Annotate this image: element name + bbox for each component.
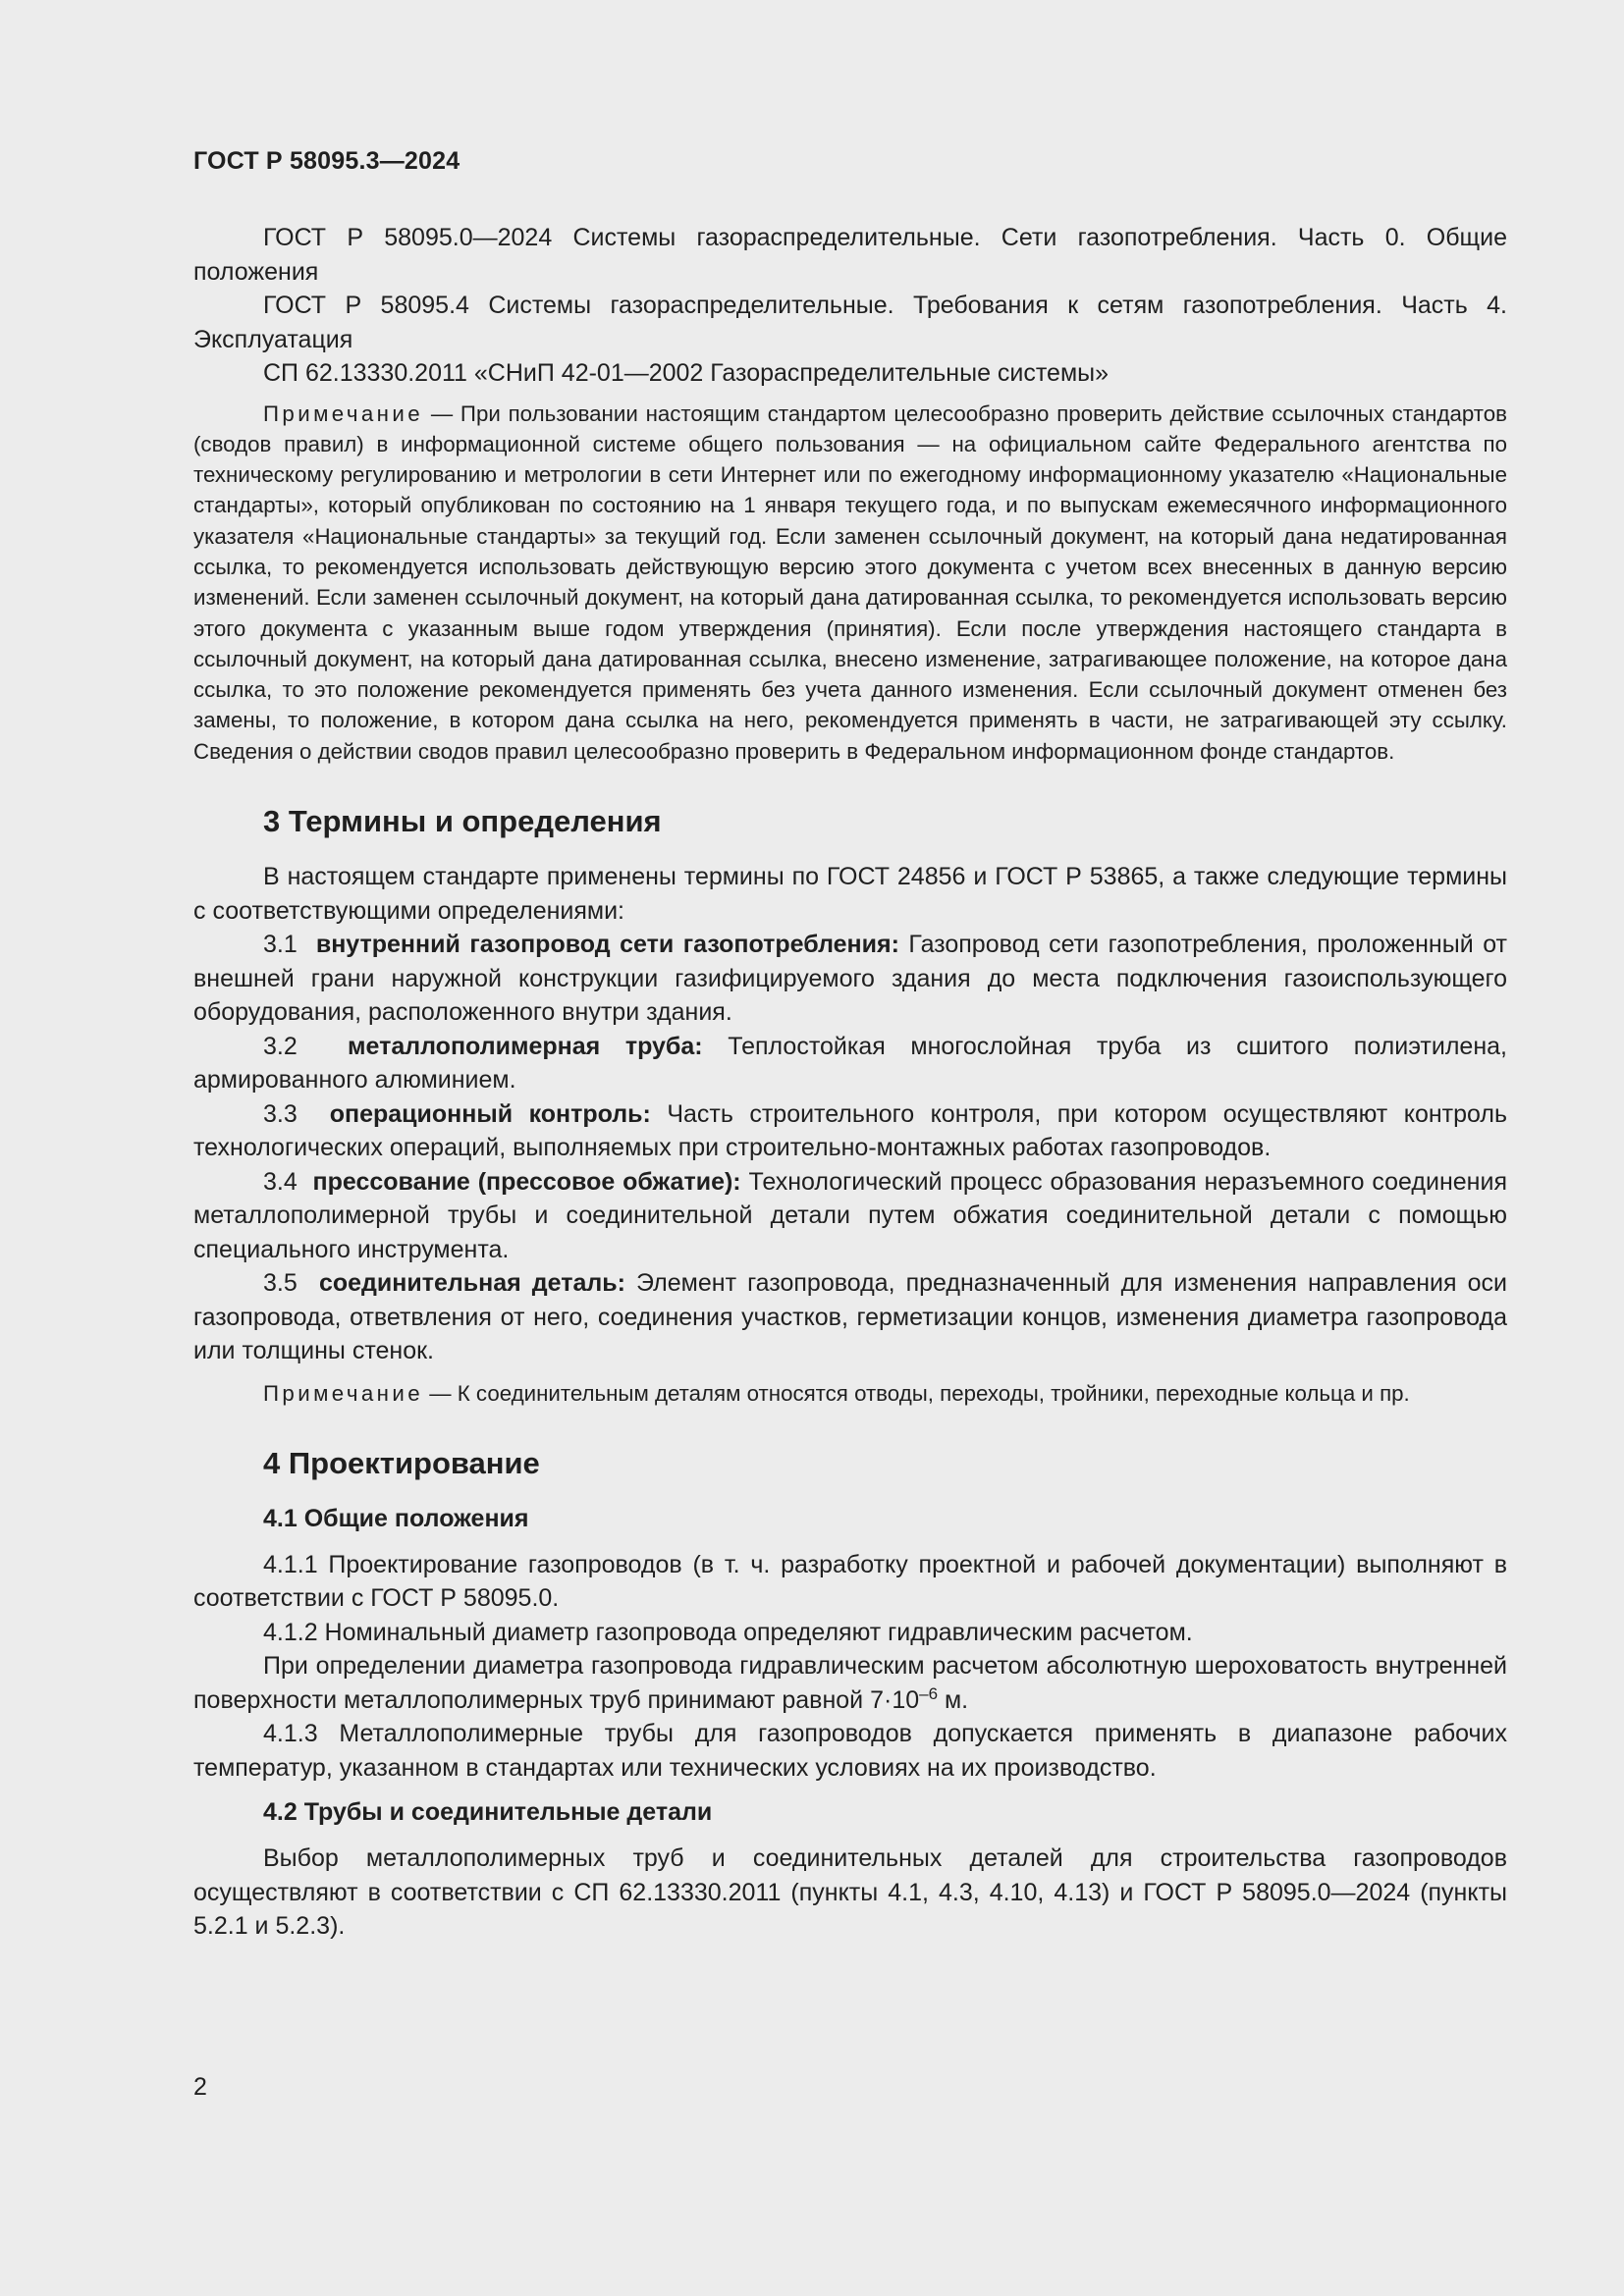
reference-item: ГОСТ Р 58095.4 Системы газораспределительные. Требования к сетям газопотребления. Часть 4. Эксплуатация bbox=[193, 292, 1507, 353]
clause-4-1-2: 4.1.2 Номинальный диаметр газопровода определяют гидравлическим расчетом. bbox=[263, 1618, 1193, 1646]
section-3-heading: 3 Термины и определения bbox=[263, 804, 662, 839]
subsection-4-1-body bbox=[193, 1548, 1507, 1786]
page-number: 2 bbox=[193, 2073, 207, 2101]
term-number: 3.2 bbox=[263, 1032, 298, 1060]
term-definition bbox=[193, 1165, 1507, 1267]
clause-4-1-2-roughness bbox=[193, 1649, 1507, 1717]
term-text: Теплостойкая многослойная труба из сшитого полиэтилена, армированного алюминием. bbox=[193, 1032, 1507, 1095]
term-name: прессование (прессовое обжатие): bbox=[312, 1167, 741, 1196]
term-definition bbox=[193, 1097, 1507, 1165]
term-number: 3.5 bbox=[263, 1269, 298, 1298]
term-name: металлополимерная труба: bbox=[348, 1032, 703, 1060]
term-name: операционный контроль: bbox=[329, 1099, 651, 1128]
note-text: — При пользовании настоящим стандартом целесообразно проверить действие ссылочных стандартов (сводов правил) в информационной системе общего пользования — на официальном сайте Федерального агентства по техническому регулированию и метрологии в сети Интернет или по ежегодному информационному указателю «Национальные стандарты», который опубликован по состоянию на 1 января текущего года, и по выпускам ежемесячного информационного указателя «Национальные стандарты» за текущий год. Если заменен ссылочный документ, на который дана недатированная ссылка, то рекомендуется использовать действующую версию этого документа с учетом всех внесенных в данную версию изменений. Если заменен ссылочный документ, на который дана датированная ссылка, то рекомендуется использовать версию этого документа с указанным выше годом утверждения (принятия). Если после утверждения настоящего стандарта в ссылочный документ, на который дана датированная ссылка, внесено изменение, затрагивающее положение, на которое дана ссылка, то это положение рекомендуется применять без учета данного изменения. Если ссылочный документ отменен без замены, то положение, в котором дана ссылка на него, рекомендуется применять в части, не затрагивающей эту ссылку. Сведения о действии сводов правил целесообразно проверить в Федеральном информационном фонде стандартов. bbox=[193, 400, 1507, 764]
terms-note bbox=[193, 1378, 1507, 1409]
term-text: Технологический процесс образования неразъемного соединения металлополимерной трубы и соединительной детали путем обжатия соединительной детали с помощью специального инструмента. bbox=[193, 1167, 1507, 1263]
term-number: 3.1 bbox=[263, 931, 298, 959]
note-text: — К соединительным деталям относятся отводы, переходы, тройники, переходные кольца и пр. bbox=[423, 1380, 1410, 1406]
roughness-text: При определении диаметра газопровода гидравлическим расчетом абсолютную шероховатость внутренней поверхности металлополимерных труб принимают равной 7·10 bbox=[193, 1652, 1507, 1714]
clause-4-2: Выбор металлополимерных труб и соединительных деталей для строительства газопроводов осуществляют в соответствии с СП 62.13330.2011 (пункты 4.1, 4.3, 4.10, 4.13) и ГОСТ Р 58095.0—2024 (пункты 5.2.1 и 5.2.3). bbox=[193, 1844, 1507, 1941]
term-definition bbox=[193, 928, 1507, 1030]
document-header: ГОСТ Р 58095.3—2024 bbox=[193, 147, 460, 175]
term-name: соединительная деталь: bbox=[318, 1269, 625, 1298]
section-3-intro: В настоящем стандарте применены термины по ГОСТ 24856 и ГОСТ Р 53865, а также следующие термины с соответствующими определениями: bbox=[193, 863, 1507, 925]
term-number: 3.4 bbox=[263, 1167, 298, 1196]
term-definition bbox=[193, 1266, 1507, 1368]
term-text: Газопровод сети газопотребления, проложенный от внешней грани наружной конструкции газифицируемого здания до места подключения газоиспользующего оборудования, расположенного внутри здания. bbox=[193, 931, 1507, 1027]
section-4-heading: 4 Проектирование bbox=[263, 1445, 540, 1480]
subsection-4-1-heading: 4.1 Общие положения bbox=[263, 1504, 529, 1532]
term-name: внутренний газопровод сети газопотребления: bbox=[315, 931, 899, 959]
term-text: Часть строительного контроля, при котором осуществляют контроль технологических операций, выполняемых при строительно-монтажных работах газопроводов. bbox=[193, 1099, 1507, 1162]
section-3-body bbox=[193, 860, 1507, 1368]
normative-references bbox=[193, 221, 1507, 391]
roughness-unit: м. bbox=[938, 1685, 969, 1714]
roughness-exponent: –6 bbox=[919, 1683, 939, 1703]
references-note bbox=[193, 399, 1507, 768]
reference-item: СП 62.13330.2011 «СНиП 42-01—2002 Газораспределительные системы» bbox=[263, 359, 1110, 387]
subsection-4-2-body bbox=[193, 1842, 1507, 1944]
note-label: Примечание bbox=[263, 400, 424, 426]
subsection-4-2-heading: 4.2 Трубы и соединительные детали bbox=[263, 1798, 713, 1827]
term-number: 3.3 bbox=[263, 1099, 298, 1128]
clause-4-1-1: 4.1.1 Проектирование газопроводов (в т. ч. разработку проектной и рабочей документации) выполняют в соответствии с ГОСТ Р 58095.0. bbox=[193, 1550, 1507, 1613]
term-definition bbox=[193, 1030, 1507, 1097]
document-page bbox=[193, 147, 1507, 1944]
reference-item: ГОСТ Р 58095.0—2024 Системы газораспределительные. Сети газопотребления. Часть 0. Общие положения bbox=[193, 224, 1507, 286]
note-label: Примечание bbox=[263, 1380, 424, 1406]
term-text: Элемент газопровода, предназначенный для изменения направления оси газопровода, ответвления от него, соединения участков, герметизации концов, изменения диаметра газопровода или толщины стенок. bbox=[193, 1269, 1508, 1365]
clause-4-1-3: 4.1.3 Металлополимерные трубы для газопроводов допускается применять в диапазоне рабочих температур, указанном в стандартах или технических условиях на их производство. bbox=[193, 1720, 1507, 1782]
